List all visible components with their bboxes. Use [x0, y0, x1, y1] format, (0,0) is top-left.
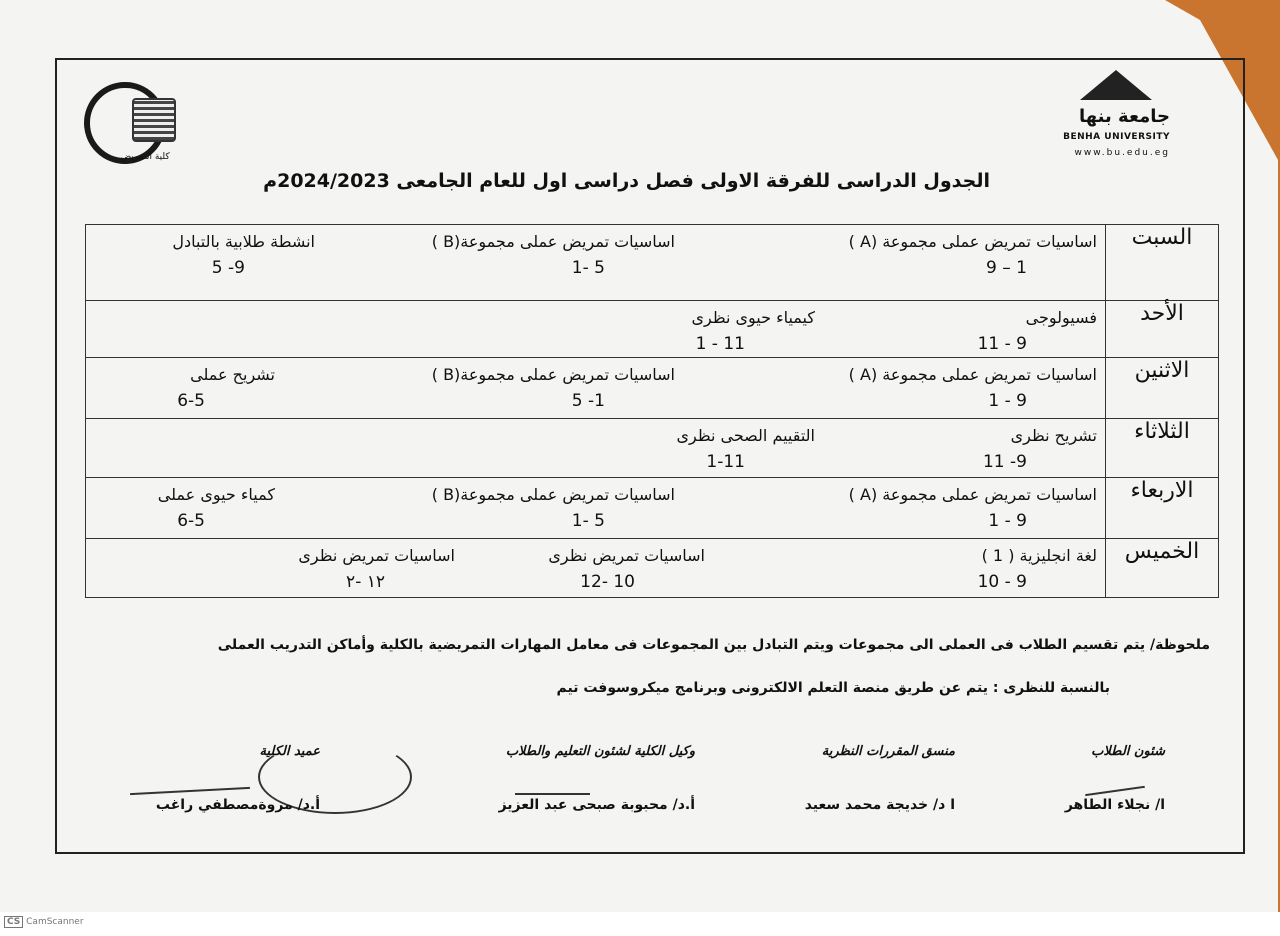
schedule-slot: [177, 362, 275, 414]
schedule-slot: [172, 229, 315, 281]
schedule-row: [86, 358, 1219, 419]
slot-time: ١٢ -٢: [346, 572, 385, 592]
pyramid-icon: [1080, 70, 1152, 100]
university-name-ar: جامعة بنها: [1079, 106, 1170, 127]
page-title: الجدول الدراسى للفرقة الاولى فصل دراسى اول للعام الجامعى 2024/2023م: [263, 170, 990, 192]
slot-time: 5 -1: [571, 511, 605, 531]
camscanner-label: CamScanner: [26, 917, 84, 927]
schedule-slot: [298, 543, 455, 595]
slots-cell: [86, 478, 1106, 539]
signature-role: عميد الكلية: [259, 744, 320, 759]
slot-subject: تشريح عملى: [190, 365, 275, 384]
slot-time: 5 -1: [571, 258, 605, 278]
signature-coordinator: [805, 744, 955, 813]
schedule-slot: [849, 362, 1097, 414]
slot-subject: التقييم الصحى نظرى: [676, 426, 815, 445]
slots-cell: [86, 419, 1106, 478]
schedule-table: [85, 224, 1219, 598]
signature-student-affairs: [1065, 744, 1165, 813]
slot-time: 1- 5: [571, 391, 605, 411]
signature-vice-dean: [499, 744, 695, 813]
slot-subject: اساسيات تمريض عملى مجموعة(B ): [431, 485, 675, 504]
slot-time: 1-11: [706, 452, 745, 472]
signature-name: ا/ نجلاء الطاهر: [1064, 797, 1165, 813]
signature-role: منسق المقررات النظرية: [821, 744, 955, 759]
slot-time: 9- 5: [211, 258, 245, 278]
slot-time: 11 - 1: [695, 334, 745, 354]
schedule-row: [86, 419, 1219, 478]
schedule-slot: [548, 543, 705, 595]
slot-time: 9 - 10: [977, 572, 1027, 592]
slot-subject: اساسيات تمريض عملى مجموعة(B ): [431, 365, 675, 384]
schedule-row: [86, 478, 1219, 539]
faculty-logo-crest: [132, 98, 176, 142]
slot-subject: اساسيات تمريض عملى مجموعة (A ): [848, 232, 1097, 251]
note-practical: ملحوظة/ يتم تقسيم الطلاب فى العملى الى مجموعات ويتم التبادل بين المجموعات فى معامل المهارات التمريضية بالكلية وأماكن التدريب العملى: [217, 637, 1210, 653]
schedule-slot: [158, 482, 275, 534]
signature-name: ا د/ خديجة محمد سعيد: [804, 797, 955, 813]
schedule-slot: [849, 482, 1097, 534]
schedule-slot: [676, 423, 815, 475]
note-theory: بالنسبة للنظرى : يتم عن طريق منصة التعلم الالكترونى وبرنامج ميكروسوفت تيم: [556, 680, 1110, 696]
schedule-slot: [849, 229, 1097, 281]
signature-dean: [156, 744, 320, 813]
faculty-caption: كلية التمريض: [120, 152, 170, 162]
slot-subject: اساسيات تمريض نظرى: [548, 546, 705, 565]
slot-time: 9- 11: [982, 452, 1027, 472]
scanner-footer: [0, 912, 1280, 936]
slot-subject: تشريح نظرى: [1010, 426, 1097, 445]
slot-subject: كيمياء حيوى نظرى: [691, 308, 815, 327]
slot-subject: لغة انجليزية ( 1 ): [981, 546, 1097, 565]
day-cell: الاثنين: [1106, 358, 1219, 419]
slot-subject: اساسيات تمريض عملى مجموعة(B ): [431, 232, 675, 251]
slot-subject: اساسيات تمريض عملى مجموعة (A ): [848, 365, 1097, 384]
slot-time: 1 – 9: [986, 258, 1027, 278]
schedule-row: [86, 301, 1219, 358]
schedule-slot: [432, 362, 675, 414]
slot-time: 10 -12: [580, 572, 635, 592]
day-cell: الأحد: [1106, 301, 1219, 358]
schedule-slot: [432, 482, 675, 534]
signature-role: شئون الطلاب: [1091, 744, 1165, 759]
slots-cell: [86, 225, 1106, 301]
slot-subject: انشطة طلابية بالتبادل: [172, 232, 315, 251]
signature-role: وكيل الكلية لشئون التعليم والطلاب: [505, 744, 695, 759]
day-cell: السبت: [1106, 225, 1219, 301]
slot-time: 9 - 1: [988, 391, 1027, 411]
university-name-en: BENHA UNIVERSITY: [1063, 132, 1170, 142]
schedule-slot: [983, 423, 1097, 475]
camscanner-badge: CS: [4, 916, 23, 928]
day-cell: الخميس: [1106, 539, 1219, 598]
slots-cell: [86, 539, 1106, 598]
day-cell: الاربعاء: [1106, 478, 1219, 539]
university-logo: [1045, 70, 1170, 165]
slot-time: 9 - 1: [988, 511, 1027, 531]
slot-time: 9 - 11: [977, 334, 1027, 354]
slots-cell: [86, 358, 1106, 419]
slot-subject: كمياء حيوى عملى: [157, 485, 275, 504]
schedule-slot: [978, 543, 1097, 595]
university-website: www.bu.edu.eg: [1074, 148, 1170, 158]
schedule-slot: [691, 305, 815, 357]
slot-time: 6-5: [177, 391, 205, 411]
slot-subject: اساسيات تمريض عملى مجموعة (A ): [848, 485, 1097, 504]
slots-cell: [86, 301, 1106, 358]
day-cell: الثلاثاء: [1106, 419, 1219, 478]
signature-name: أ.د/ مروةمصطفي راغب: [155, 797, 320, 813]
schedule-slot: [978, 305, 1097, 357]
slot-subject: اساسيات تمريض نظرى: [298, 546, 455, 565]
slot-subject: فسيولوجى: [1025, 308, 1097, 327]
schedule-slot: [432, 229, 675, 281]
slot-time: 6-5: [177, 511, 205, 531]
schedule-row: [86, 539, 1219, 598]
signature-name: أ.د/ محبوبة صبحى عبد العزيز: [498, 797, 695, 813]
schedule-row: [86, 225, 1219, 301]
